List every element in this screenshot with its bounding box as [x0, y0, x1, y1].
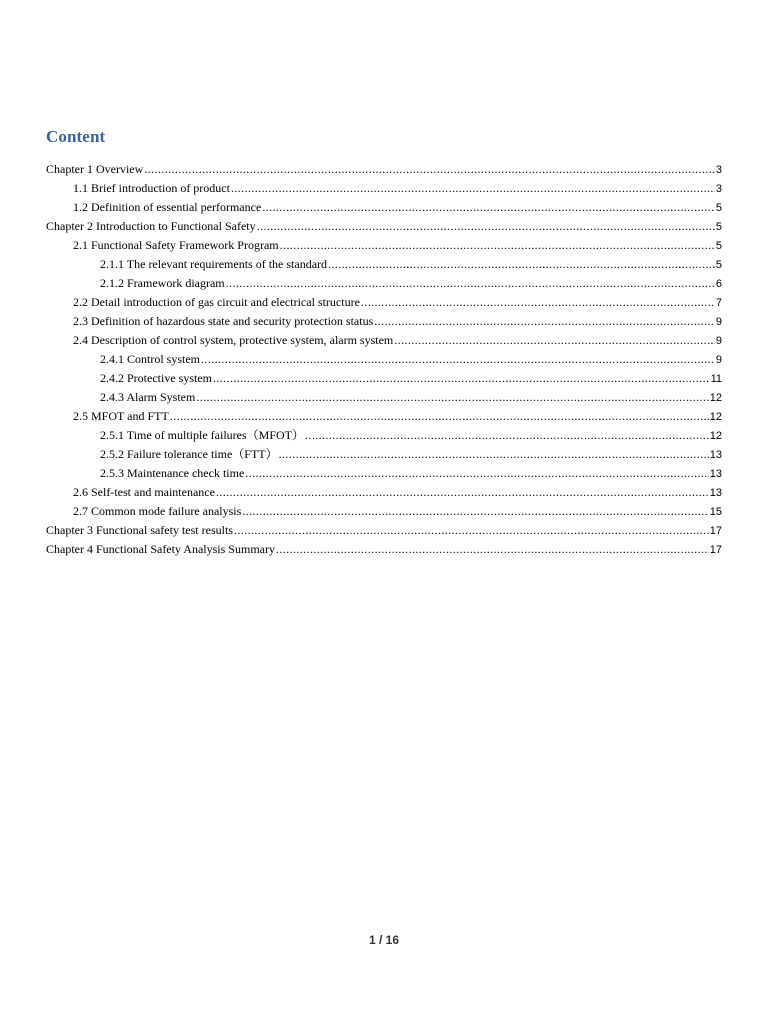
toc-entry-page-number[interactable]: 17 — [709, 525, 722, 537]
toc-dot-leader — [231, 179, 715, 198]
toc-entry[interactable] — [46, 274, 722, 293]
toc-entry[interactable] — [46, 293, 722, 312]
toc-dot-leader — [394, 331, 715, 350]
toc-dot-leader — [279, 445, 709, 464]
toc-dot-leader — [245, 464, 708, 483]
toc-entry-page-number[interactable]: 5 — [715, 221, 722, 233]
toc-entry[interactable] — [46, 407, 722, 426]
toc-entry[interactable] — [46, 331, 722, 350]
toc-entry[interactable] — [46, 179, 722, 198]
toc-entry-page-number[interactable]: 12 — [709, 430, 722, 442]
toc-dot-leader — [234, 521, 709, 540]
toc-entry-page-number[interactable]: 15 — [709, 506, 722, 518]
toc-entry-page-number[interactable]: 9 — [715, 335, 722, 347]
toc-entry[interactable] — [46, 160, 722, 179]
toc-entry-title[interactable]: 2.5.3 Maintenance check time — [100, 466, 245, 480]
toc-entry[interactable] — [46, 521, 722, 540]
toc-entry-title[interactable]: Chapter 3 Functional safety test results — [46, 523, 233, 537]
toc-entry-title[interactable]: 2.5.1 Time of multiple failures（MFOT） — [100, 428, 305, 442]
toc-entry-page-number[interactable]: 17 — [709, 544, 722, 556]
toc-entry-page-number[interactable]: 12 — [709, 392, 722, 404]
toc-dot-leader — [374, 312, 715, 331]
toc-entry-title[interactable]: 2.2 Detail introduction of gas circuit and electrical structure — [73, 295, 360, 309]
toc-entry-title[interactable]: 1.2 Definition of essential performance — [73, 200, 262, 214]
toc-dot-leader — [216, 483, 709, 502]
toc-entry[interactable] — [46, 464, 722, 483]
toc-entry-title[interactable]: 2.7 Common mode failure analysis — [73, 504, 242, 518]
toc-dot-leader — [257, 217, 715, 236]
toc-entry[interactable] — [46, 255, 722, 274]
toc-entry-title[interactable]: 2.4.3 Alarm System — [100, 390, 196, 404]
toc-entry-title[interactable]: 2.4.2 Protective system — [100, 371, 212, 385]
toc-entry-page-number[interactable]: 13 — [709, 487, 722, 499]
toc-entry-title[interactable]: 2.4 Description of control system, protective system, alarm system — [73, 333, 394, 347]
toc-entry-page-number[interactable]: 5 — [715, 202, 722, 214]
toc-entry[interactable] — [46, 236, 722, 255]
toc-entry[interactable] — [46, 502, 722, 521]
toc-dot-leader — [242, 502, 708, 521]
toc-entry-page-number[interactable]: 7 — [715, 297, 722, 309]
toc-entry[interactable] — [46, 198, 722, 217]
toc-entry-page-number[interactable]: 12 — [709, 411, 722, 423]
toc-entry-title[interactable]: Chapter 4 Functional Safety Analysis Summary — [46, 542, 275, 556]
toc-entry[interactable] — [46, 217, 722, 236]
toc-entry[interactable] — [46, 350, 722, 369]
toc-dot-leader — [280, 236, 715, 255]
toc-entry-title[interactable]: 2.1 Functional Safety Framework Program — [73, 238, 279, 252]
toc-entry-page-number[interactable]: 11 — [710, 373, 722, 385]
toc-entry-title[interactable]: 2.1.1 The relevant requirements of the standard — [100, 257, 328, 271]
toc-entry-title[interactable]: 2.1.2 Framework diagram — [100, 276, 225, 290]
toc-entry-title[interactable]: 2.4.1 Control system — [100, 352, 201, 366]
toc-dot-leader — [262, 198, 715, 217]
toc-entry[interactable] — [46, 369, 722, 388]
toc-entry-page-number[interactable]: 13 — [709, 468, 722, 480]
table-of-contents — [46, 160, 722, 559]
toc-entry-title[interactable]: 2.5.2 Failure tolerance time（FTT） — [100, 447, 278, 461]
toc-entry-title[interactable]: 2.5 MFOT and FTT — [73, 409, 169, 423]
toc-dot-leader — [170, 407, 709, 426]
toc-entry-page-number[interactable]: 9 — [715, 316, 722, 328]
toc-dot-leader — [305, 426, 709, 445]
toc-entry-page-number[interactable]: 3 — [715, 164, 722, 176]
toc-entry-title[interactable]: 2.6 Self-test and maintenance — [73, 485, 215, 499]
toc-dot-leader — [226, 274, 715, 293]
toc-dot-leader — [196, 388, 708, 407]
toc-dot-leader — [328, 255, 715, 274]
toc-dot-leader — [144, 160, 715, 179]
toc-dot-leader — [361, 293, 715, 312]
toc-entry[interactable] — [46, 445, 722, 464]
toc-entry[interactable] — [46, 540, 722, 559]
toc-dot-leader — [213, 369, 710, 388]
toc-entry[interactable] — [46, 426, 722, 445]
toc-entry-title[interactable]: 2.3 Definition of hazardous state and security protection status — [73, 314, 374, 328]
toc-entry-page-number[interactable]: 9 — [715, 354, 722, 366]
toc-entry-title[interactable]: Chapter 2 Introduction to Functional Safety — [46, 219, 256, 233]
toc-entry-page-number[interactable]: 5 — [715, 259, 722, 271]
toc-dot-leader — [201, 350, 715, 369]
toc-entry-page-number[interactable]: 3 — [715, 183, 722, 195]
toc-entry-page-number[interactable]: 6 — [715, 278, 722, 290]
toc-entry-page-number[interactable]: 13 — [709, 449, 722, 461]
toc-dot-leader — [276, 540, 709, 559]
toc-entry[interactable] — [46, 312, 722, 331]
toc-entry-title[interactable]: 1.1 Brief introduction of product — [73, 181, 230, 195]
toc-entry-title[interactable]: Chapter 1 Overview — [46, 162, 144, 176]
toc-entry-page-number[interactable]: 5 — [715, 240, 722, 252]
page-indicator: 1 / 16 — [368, 933, 400, 947]
toc-entry[interactable] — [46, 483, 722, 502]
toc-heading: Content — [46, 127, 106, 146]
toc-entry[interactable] — [46, 388, 722, 407]
